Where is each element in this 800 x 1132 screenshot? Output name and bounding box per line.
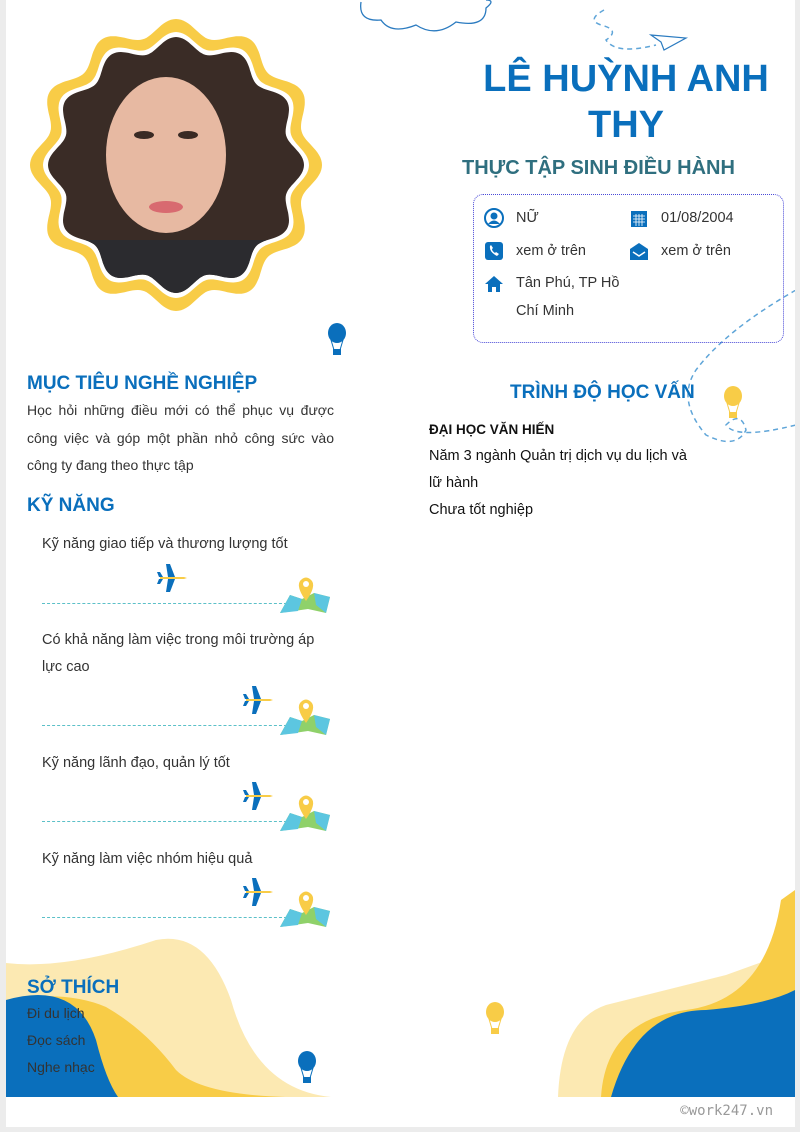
- home-icon: [484, 274, 504, 294]
- skill-label: Có khả năng làm việc trong môi trường áp lực cao: [42, 632, 315, 675]
- balloon-icon: [326, 323, 348, 357]
- cv-page: [6, 0, 795, 1127]
- profile-photo: [26, 15, 326, 315]
- watermark: ©work247.vn: [680, 1103, 773, 1119]
- hobby-item: Đi du lịch: [27, 1005, 85, 1021]
- skill-label: Kỹ năng giao tiếp và thương lượng tốt: [42, 536, 288, 552]
- phone-value: xem ở trên: [516, 243, 586, 259]
- airplane-icon: [156, 561, 188, 593]
- birthday-value: 01/08/2004: [661, 210, 734, 226]
- birthday-row: [629, 208, 734, 228]
- skill-progress-track: [42, 603, 287, 604]
- email-value: xem ở trên: [661, 243, 731, 259]
- candidate-name: LÊ HUỲNH ANH THY: [483, 58, 769, 146]
- education-school: ĐẠI HỌC VĂN HIẾN: [429, 422, 555, 437]
- job-title: THỰC TẬP SINH ĐIỀU HÀNH: [462, 157, 735, 179]
- balloon-icon: [296, 1051, 318, 1085]
- wave-decoration: [6, 890, 795, 1097]
- hobby-item: Nghe nhạc: [27, 1059, 95, 1075]
- skill-label: Kỹ năng làm việc nhóm hiệu quả: [42, 851, 253, 867]
- address-value: Tân Phú, TP Hồ Chí Minh: [516, 275, 620, 319]
- map-pin-icon: [278, 575, 332, 615]
- education-heading: TRÌNH ĐỘ HỌC VẤN: [510, 382, 695, 403]
- airplane-icon: [242, 683, 274, 715]
- phone-row: [484, 241, 586, 261]
- gender-value: NỮ: [516, 210, 539, 226]
- map-pin-icon: [278, 697, 332, 737]
- objective-heading: MỤC TIÊU NGHỀ NGHIỆP: [27, 373, 258, 394]
- skill-progress-track: [42, 725, 287, 726]
- email-row: [629, 241, 731, 261]
- calendar-icon: [629, 208, 649, 228]
- cloud-and-plane-decoration: [346, 0, 706, 60]
- balloon-icon: [484, 1002, 506, 1036]
- airplane-icon: [242, 779, 274, 811]
- address-row: [484, 274, 636, 325]
- map-pin-icon: [278, 793, 332, 833]
- skills-heading: KỸ NĂNG: [27, 495, 115, 516]
- envelope-open-icon: [629, 241, 649, 261]
- user-icon: [484, 208, 504, 228]
- education-detail: Năm 3 ngành Quản trị dịch vụ du lịch và lữ hành: [429, 448, 687, 491]
- objective-text: Học hỏi những điều mới có thể phục vụ được công việc và góp một phần nhỏ công sức vào công ty đang theo thực tập: [27, 402, 334, 473]
- hobbies-heading: SỞ THÍCH: [27, 977, 120, 998]
- hobby-item: Đọc sách: [27, 1032, 86, 1048]
- phone-icon: [484, 241, 504, 261]
- balloon-icon: [722, 386, 744, 420]
- gender-row: [484, 208, 539, 228]
- contact-info-box: [473, 194, 784, 343]
- skill-label: Kỹ năng lãnh đạo, quản lý tốt: [42, 755, 230, 771]
- skill-progress-track: [42, 821, 287, 822]
- education-status: Chưa tốt nghiệp: [429, 502, 534, 518]
